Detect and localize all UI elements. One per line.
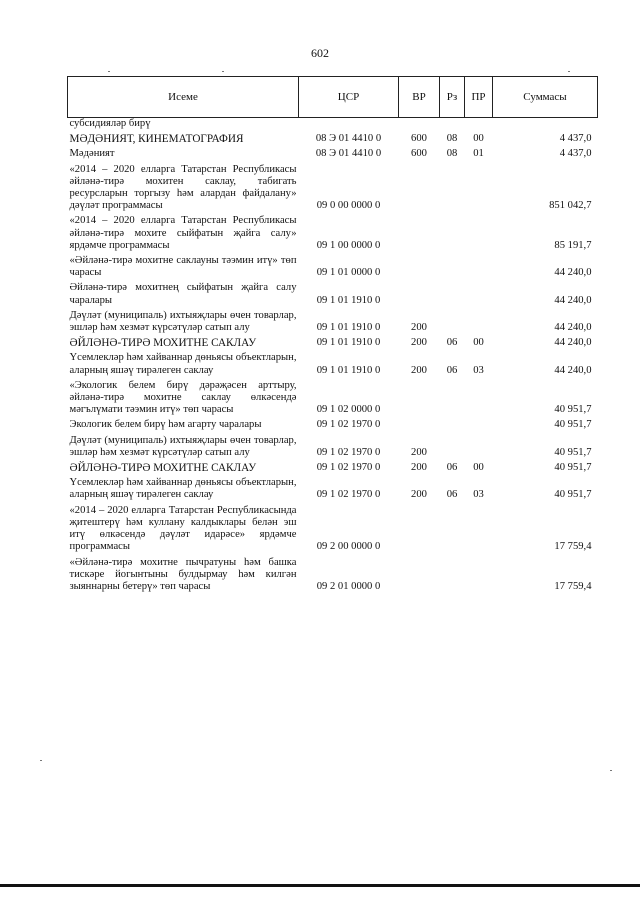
cell-sum: 4 437,0 bbox=[559, 148, 592, 160]
cell-sum: 44 240,0 bbox=[554, 267, 592, 279]
table-row bbox=[68, 337, 598, 352]
cell-sum: 44 240,0 bbox=[554, 337, 592, 349]
cell-name: ӘЙЛӘНӘ-ТИРӘ МОХИТНЕ САКЛАУ bbox=[69, 337, 257, 350]
cell-pr bbox=[465, 215, 493, 255]
cell-name: Мәдәният bbox=[69, 148, 115, 160]
scan-speck bbox=[610, 770, 612, 771]
header-csr: ЦСР bbox=[299, 77, 399, 118]
cell-name: субсидияләр бирү bbox=[69, 118, 151, 129]
cell-name: «Әйләнә-тирә мохитне саклауны тәэмин итү» төп чарасы bbox=[69, 255, 297, 279]
cell-pr bbox=[465, 435, 493, 462]
cell-pr bbox=[465, 118, 493, 134]
table-row bbox=[68, 477, 598, 504]
cell-sum: 85 191,7 bbox=[554, 239, 592, 251]
page-number: 602 bbox=[311, 46, 329, 60]
cell-rz: 06 bbox=[446, 364, 458, 376]
cell-vr: 600 bbox=[411, 133, 427, 145]
table-row bbox=[68, 435, 598, 462]
cell-sum: 851 042,7 bbox=[549, 200, 592, 212]
cell-rz: 06 bbox=[446, 337, 458, 349]
cell-rz: 08 bbox=[446, 133, 458, 145]
cell-rz bbox=[440, 118, 465, 134]
cell-sum: 17 759,4 bbox=[554, 541, 592, 553]
cell-pr bbox=[465, 505, 493, 557]
cell-pr: 00 bbox=[473, 133, 484, 145]
table-row bbox=[68, 557, 598, 597]
cell-sum: 40 951,7 bbox=[554, 462, 592, 474]
cell-rz: 08 bbox=[446, 148, 458, 160]
budget-table bbox=[67, 76, 598, 596]
cell-sum: 40 951,7 bbox=[554, 489, 592, 501]
cell-rz bbox=[440, 164, 465, 216]
cell-csr: 09 1 02 1970 0 bbox=[316, 446, 381, 458]
cell-csr: 09 1 01 1910 0 bbox=[316, 337, 381, 349]
table-row bbox=[68, 133, 598, 148]
scan-bottom-edge bbox=[0, 884, 640, 887]
cell-pr bbox=[465, 419, 493, 434]
table-row bbox=[68, 419, 598, 434]
cell-pr: 00 bbox=[473, 337, 484, 349]
cell-vr: 600 bbox=[411, 148, 427, 160]
cell-pr: 00 bbox=[473, 462, 484, 474]
cell-csr: 09 1 01 1910 0 bbox=[316, 322, 381, 334]
cell-name: ӘЙЛӘНӘ-ТИРӘ МОХИТНЕ САКЛАУ bbox=[69, 462, 257, 475]
table-row bbox=[68, 148, 598, 163]
table-row bbox=[68, 255, 598, 282]
cell-csr: 09 1 02 1970 0 bbox=[316, 489, 381, 501]
table-row bbox=[68, 118, 598, 134]
cell-csr: 09 1 02 1970 0 bbox=[316, 419, 381, 431]
cell-name: Үсемлекләр һәм хайваннар дөньясы объектларын, аларның яшәү тирәлеген саклау bbox=[69, 352, 297, 376]
table-row bbox=[68, 164, 598, 216]
cell-rz bbox=[440, 255, 465, 282]
table-row bbox=[68, 462, 598, 477]
cell-vr bbox=[399, 164, 440, 216]
cell-csr: 08 Э 01 4410 0 bbox=[315, 133, 382, 145]
cell-pr: 03 bbox=[473, 364, 484, 376]
cell-sum: 40 951,7 bbox=[554, 419, 592, 431]
cell-rz bbox=[440, 419, 465, 434]
cell-sum: 17 759,4 bbox=[554, 580, 592, 592]
cell-name: «2014 – 2020 елларга Татарстан Республикасы әйләнә-тирә мохитен саклау, табигать ресурсларын торгызу һәм алардан файдалану» дәүләт программасы bbox=[69, 163, 297, 212]
cell-name: МӘДӘНИЯТ, КИНЕМАТОГРАФИЯ bbox=[69, 133, 244, 146]
cell-name: «Әйләнә-тирә мохитне пычратуны һәм башка тискәре йогынтыны булдырмау һәм килгән зыяннарны бетерү» төп чарасы bbox=[69, 556, 297, 592]
cell-sum: 4 437,0 bbox=[559, 133, 592, 145]
cell-vr bbox=[399, 215, 440, 255]
header-vr: ВР bbox=[399, 77, 440, 118]
cell-name: «2014 – 2020 елларга Татарстан Республикасы әйләнә-тирә мохите сыйфатын җайга салу» ярдәмче программасы bbox=[69, 215, 297, 251]
cell-pr bbox=[465, 557, 493, 597]
table-row bbox=[68, 215, 598, 255]
cell-vr: 200 bbox=[411, 462, 427, 474]
cell-rz bbox=[440, 380, 465, 420]
cell-sum: 44 240,0 bbox=[554, 322, 592, 334]
cell-name: Дәүләт (муниципаль) ихтыяҗлары өчен товарлар, эшләр һәм хезмәт күрсәтүләр сатып алу bbox=[69, 309, 297, 334]
cell-vr: 200 bbox=[411, 489, 427, 501]
cell-name: Дәүләт (муниципаль) ихтыяҗлары өчен товарлар, эшләр һәм хезмәт күрсәтүләр сатып алу bbox=[69, 434, 297, 458]
cell-vr bbox=[399, 419, 440, 434]
cell-pr bbox=[465, 380, 493, 420]
header-sum: Суммасы bbox=[493, 77, 598, 118]
cell-vr bbox=[399, 380, 440, 420]
cell-csr: 09 1 01 0000 0 bbox=[316, 267, 381, 279]
cell-rz: 06 bbox=[446, 462, 458, 474]
scan-speck bbox=[568, 71, 570, 72]
cell-pr: 03 bbox=[473, 489, 484, 501]
cell-pr bbox=[465, 310, 493, 337]
cell-name: «Экологик белем бирү дәрәҗәсен арттыру, әйләнә-тирә мохитне саклау өлкәсендә мәгълүмати тәэмин итү» төп чарасы bbox=[69, 379, 297, 416]
table-row bbox=[68, 310, 598, 337]
cell-vr bbox=[399, 282, 440, 309]
header-rz: Рз bbox=[440, 77, 465, 118]
cell-csr bbox=[299, 118, 399, 134]
scan-speck bbox=[40, 760, 42, 761]
header-name: Исеме bbox=[68, 77, 299, 118]
cell-rz bbox=[440, 435, 465, 462]
cell-pr bbox=[465, 255, 493, 282]
cell-rz bbox=[440, 557, 465, 597]
header-pr: ПР bbox=[465, 77, 493, 118]
cell-vr: 200 bbox=[411, 446, 427, 458]
cell-csr: 08 Э 01 4410 0 bbox=[315, 148, 382, 160]
scan-speck bbox=[222, 71, 224, 72]
cell-name: «2014 – 2020 елларга Татарстан Республикасында җитештерү һәм куллану калдыклары белән эш итү өлкәсендә дәүләт идарәсе» ярдәмче программасы bbox=[69, 504, 297, 553]
cell-rz: 06 bbox=[446, 489, 458, 501]
cell-csr: 09 0 00 0000 0 bbox=[316, 200, 381, 212]
cell-rz bbox=[440, 215, 465, 255]
cell-pr bbox=[465, 164, 493, 216]
table-body bbox=[68, 118, 598, 597]
cell-sum: 40 951,7 bbox=[554, 404, 592, 416]
cell-rz bbox=[440, 310, 465, 337]
table-row bbox=[68, 505, 598, 557]
cell-rz bbox=[440, 282, 465, 309]
cell-name: Үсемлекләр һәм хайваннар дөньясы объектларын, аларның яшәү тирәлеген саклау bbox=[69, 477, 297, 501]
cell-csr: 09 1 02 1970 0 bbox=[316, 462, 381, 474]
cell-rz bbox=[440, 505, 465, 557]
cell-pr bbox=[465, 282, 493, 309]
cell-name: Экологик белем бирү һәм агарту чаралары bbox=[69, 419, 262, 431]
cell-name: Әйләнә-тирә мохитнең сыйфатын җайга салу чаралары bbox=[69, 282, 297, 306]
scan-speck bbox=[108, 71, 110, 72]
table-row bbox=[68, 282, 598, 309]
table-row bbox=[68, 352, 598, 379]
table-header bbox=[68, 77, 598, 118]
cell-vr bbox=[399, 255, 440, 282]
cell-csr: 09 1 01 1910 0 bbox=[316, 364, 381, 376]
table-row bbox=[68, 380, 598, 420]
cell-vr bbox=[399, 557, 440, 597]
cell-csr: 09 2 00 0000 0 bbox=[316, 541, 381, 553]
cell-sum: 40 951,7 bbox=[554, 446, 592, 458]
cell-vr bbox=[399, 505, 440, 557]
cell-vr bbox=[399, 118, 440, 134]
cell-pr: 01 bbox=[473, 148, 484, 160]
cell-csr: 09 1 02 0000 0 bbox=[316, 404, 381, 416]
cell-sum bbox=[493, 118, 598, 134]
cell-vr: 200 bbox=[411, 364, 427, 376]
cell-csr: 09 2 01 0000 0 bbox=[316, 580, 381, 592]
cell-csr: 09 1 00 0000 0 bbox=[316, 239, 381, 251]
cell-vr: 200 bbox=[411, 322, 427, 334]
cell-csr: 09 1 01 1910 0 bbox=[316, 294, 381, 306]
cell-vr: 200 bbox=[411, 337, 427, 349]
cell-sum: 44 240,0 bbox=[554, 294, 592, 306]
cell-sum: 44 240,0 bbox=[554, 364, 592, 376]
